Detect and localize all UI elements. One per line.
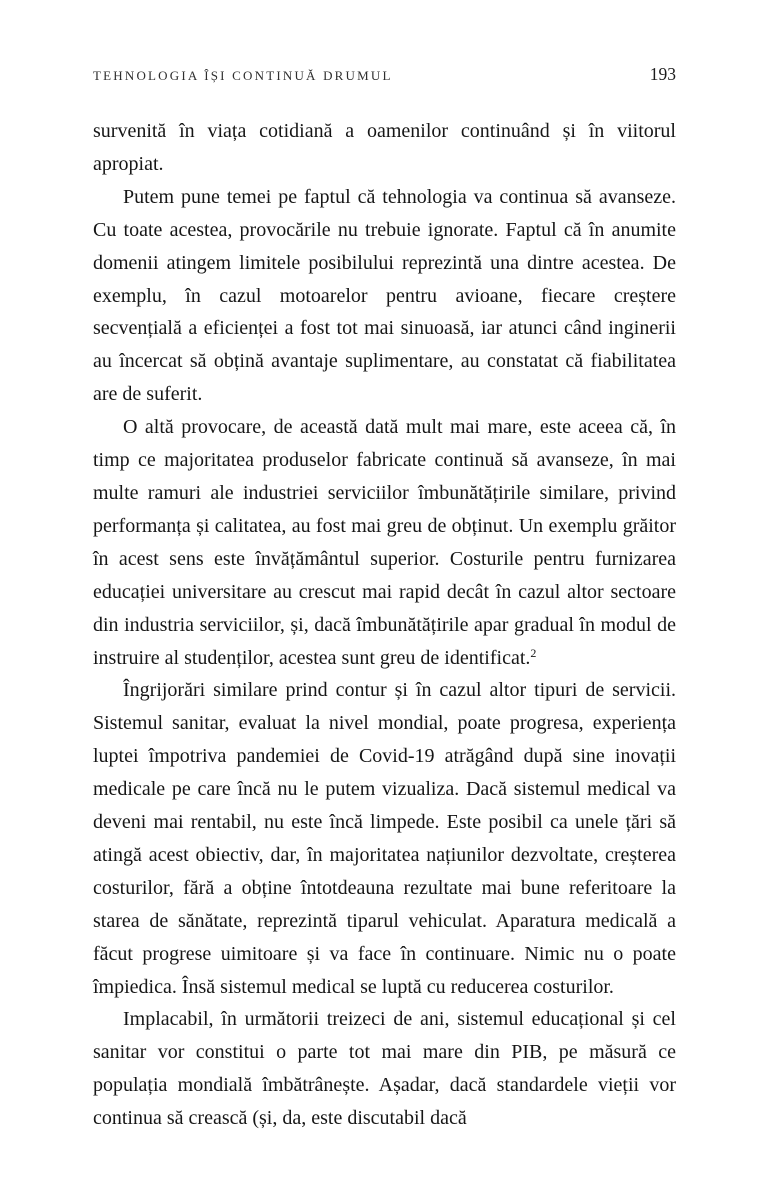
page-number: 193 xyxy=(649,64,676,84)
page-body xyxy=(93,115,676,1135)
paragraph-text: survenită în viața cotidiană a oamenilor continuând și în viitorul apropiat. xyxy=(93,120,676,175)
footnote-reference: 2 xyxy=(530,645,537,660)
paragraph xyxy=(93,1003,676,1135)
paragraph-text: Îngrijorări similare prind contur și în cazul altor tipuri de servicii. Sistemul sanitar, evaluat la nivel mondial, poate progresa, experiența luptei împotriva pandemiei de Covid-19 atrăgând după sine inovații medicale pe care încă nu le putem vizualiza. Dacă sistemul medical va deveni mai rentabil, nu este încă limpede. Este posibil ca unele țări să atingă acest obiectiv, dar, în majoritatea națiunilor dezvoltate, creșterea costurilor, fără a obține întotdeauna rezultate mai bune referitoare la starea de sănătate, reprezintă tiparul vehiculat. Aparatura medicală a făcut progrese uimitoare și va face în continuare. Nimic nu o poate împiedica. Însă sistemul medical se luptă cu reducerea costurilor. xyxy=(93,679,676,998)
paragraph xyxy=(93,674,676,1003)
paragraph xyxy=(93,181,676,411)
page-header xyxy=(93,64,676,85)
paragraph xyxy=(93,115,676,181)
running-title: TEHNOLOGIA ÎȘI CONTINUĂ DRUMUL xyxy=(93,68,393,83)
paragraph xyxy=(93,411,676,674)
paragraph-text: O altă provocare, de această dată mult mai mare, este aceea că, în timp ce majoritatea produselor fabricate continuă să avanseze, în mai multe ramuri ale industriei serviciilor îmbunătățirile similare, privind performanța și calitatea, au fost mai greu de obținut. Un exemplu grăitor în acest sens este învățământul superior. Costurile pentru furnizarea educației universitare au crescut mai rapid decât în cazul altor sectoare din industria serviciilor, și, dacă îmbunătățirile apar gradual în modul de instruire al studenților, acestea sunt greu de identificat. xyxy=(93,416,676,669)
paragraph-text: Implacabil, în următorii treizeci de ani, sistemul educațional și cel sanitar vor constitui o parte tot mai mare din PIB, pe măsură ce populația mondială îmbătrânește. Așadar, dacă standardele vieții vor continua să crească (și, da, este discutabil dacă xyxy=(93,1008,676,1130)
paragraph-text: Putem pune temei pe faptul că tehnologia va continua să avanseze. Cu toate acestea, provocările nu trebuie ignorate. Faptul că în anumite domenii atingem limitele posibilului reprezintă una dintre acestea. De exemplu, în cazul motoarelor pentru avioane, fiecare creștere secvențială a eficienței a fost tot mai sinuoasă, iar atunci când inginerii au încercat să obțină avantaje suplimentare, au constatat că fiabilitatea are de suferit. xyxy=(93,185,676,406)
